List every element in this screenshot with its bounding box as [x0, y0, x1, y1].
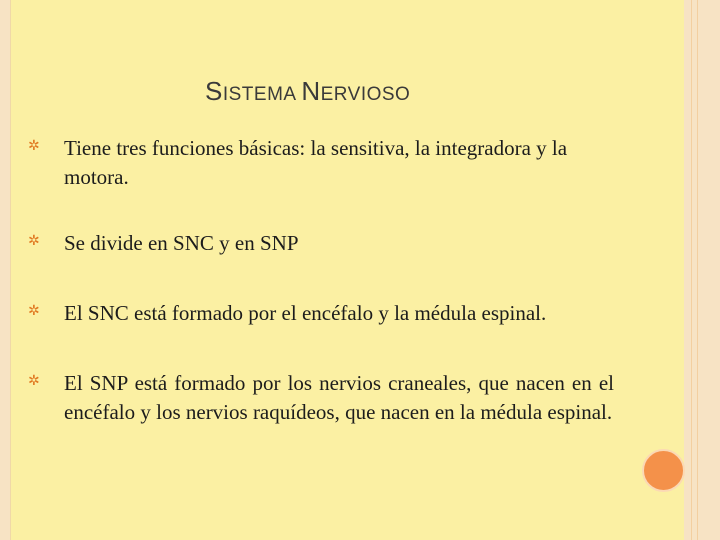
frame-line: [697, 0, 698, 540]
title-letter: S: [205, 76, 223, 106]
decorative-circle: [642, 449, 685, 492]
gear-icon: ✲: [28, 374, 40, 389]
bullet-text: El SNP está formado por los nervios craneales, que nacen en el encéfalo y los nervios raquídeos, que nacen en la médula espinal.: [64, 371, 614, 424]
gear-icon: ✲: [28, 304, 40, 319]
bullet-text: El SNC está formado por el encéfalo y la médula espinal.: [64, 301, 547, 325]
title-letter: N: [301, 76, 321, 106]
gear-icon: ✲: [28, 234, 40, 249]
frame-line: [691, 0, 692, 540]
right-frame-band: [684, 0, 720, 540]
title-text: ERVIOSO: [320, 84, 411, 105]
bullet-text: Tiene tres funciones básicas: la sensitiva, la integradora y la motora.: [64, 136, 568, 189]
slide-title: [205, 76, 410, 107]
bullet-text: Se divide en SNC y en SNP: [64, 231, 299, 255]
frame-line: [10, 0, 11, 540]
title-text: ISTEMA: [222, 84, 302, 105]
gear-icon: ✲: [28, 139, 40, 154]
